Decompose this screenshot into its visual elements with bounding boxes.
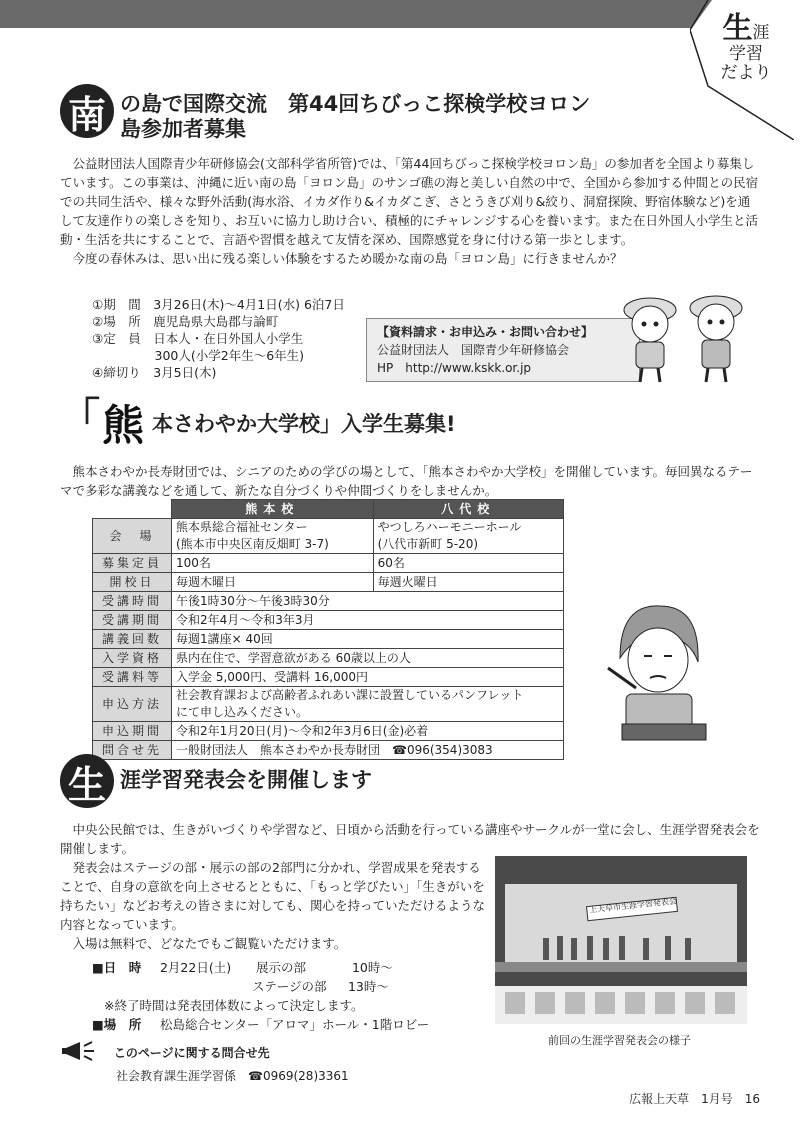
venue-name: やつしろハーモニーホール (377, 520, 522, 534)
cell: 一般財団法人 熊本さわやか長寿財団 ☎096(354)3083 (172, 741, 564, 760)
venue-name: 熊本県総合福祉センター (176, 520, 308, 534)
title-line1: の島で国際交流 第44回ちびっこ探検学校ヨロン (120, 92, 591, 116)
corner-label (706, 12, 786, 82)
cell: 入学金 5,000円、受講料 16,000円 (172, 668, 564, 687)
contact-title: このページに関する問合せ先 (113, 1046, 270, 1060)
table-row (93, 592, 564, 611)
megaphone-icon (62, 1040, 102, 1067)
row-label: 開校日 (93, 573, 172, 592)
heading-initial: 生 (60, 754, 114, 808)
cell: 毎週1講座× 40回 (172, 630, 564, 649)
corner-line2: 学習 (729, 44, 763, 64)
part-time: 13時～ (347, 979, 389, 994)
venue-address: (八代市新町 5-20) (377, 537, 479, 551)
page-footer: 広報上天草 1月号 16 (629, 1092, 760, 1106)
place-label: ■場 所 (92, 1017, 142, 1032)
event-photo (495, 856, 747, 1024)
detail-item: ②場 所 鹿児島県大島郡与論町 (92, 314, 279, 329)
section-heading (60, 84, 760, 142)
body-paragraph: 入場は無料で、どなたでもご観覧いただけます。 (72, 936, 347, 951)
children-explorers-illustration (610, 288, 758, 384)
col-yatsushiro: 八代校 (373, 500, 563, 519)
row-label: 問合せ先 (93, 741, 172, 760)
heading-title (120, 92, 590, 142)
row-label: 講義回数 (93, 630, 172, 649)
table-row (93, 630, 564, 649)
row-label: 募集定員 (93, 554, 172, 573)
cell: 毎週木曜日 (172, 573, 374, 592)
heading-initial: 熊 (100, 398, 146, 448)
title-line2: 島参加者募集 (120, 117, 246, 142)
table-header-row (93, 500, 564, 519)
event-schedule (92, 958, 429, 1034)
heading-initial: 南 (60, 84, 114, 138)
row-label: 申込期間 (93, 722, 172, 741)
row-label: 会 場 (93, 519, 172, 554)
section-lifelong-learning (60, 754, 760, 808)
place-value: 松島総合センター「アロマ」ホール・1階ロビー (159, 1017, 430, 1032)
heading-title: 涯学習発表会を開催します (120, 768, 372, 792)
col-kumamoto: 熊本校 (172, 500, 374, 519)
box-url[interactable]: HP http://www.kskk.or.jp (377, 361, 532, 375)
section-sawayaka (60, 395, 760, 450)
table-row (93, 687, 564, 722)
event-details (92, 296, 392, 381)
section-yoron (60, 84, 760, 142)
schedule-note: ※終了時間は発表団体数によって決定します。 (104, 998, 364, 1013)
cell: 60名 (373, 554, 563, 573)
photo-caption: 前回の生涯学習発表会の様子 (548, 1034, 691, 1047)
row-label: 受講期間 (93, 611, 172, 630)
photo-banner-text: 上天草市生涯学習発表会 (588, 896, 678, 915)
body-paragraph: 熊本さわやか長寿財団では、シニアのための学びの場として、「熊本さわやか大学校」を開催しています。毎回異なるテーマで多彩な講義などを通して、新たな自分づくりや仲間づくりをしませんか。 (60, 464, 753, 498)
cell: 毎週火曜日 (373, 573, 563, 592)
corner-line3: だより (720, 62, 772, 83)
table-row (93, 519, 564, 554)
body-paragraph: 今度の春休みは、思い出に残る楽しい体験をするため暖かな南の島「ヨロン島」に行きませんか？ (72, 251, 623, 266)
body-paragraph: 中央公民館では、生きがいづくりや学習など、日頃から活動を行っている講座やサークルが一堂に会し、生涯学習発表会を開催します。 (60, 822, 760, 856)
heading-bracket: 「 (60, 395, 100, 441)
part-name: 展示の部 (255, 960, 306, 975)
table-row (93, 722, 564, 741)
cell: 県内在住で、学習意欲がある 60歳以上の人 (172, 649, 564, 668)
corner-line1: 生 (722, 11, 753, 46)
cell: 令和2年1月20日(月)～令和2年3月6日(金)必着 (172, 722, 564, 741)
heading-title: 本さわやか大学校」入学生募集! (152, 412, 456, 436)
table-row (93, 554, 564, 573)
date-label: ■日 時 (92, 960, 142, 975)
table-row (93, 611, 564, 630)
contact-line: 社会教育課生涯学習係 ☎0969(28)3361 (116, 1069, 349, 1083)
header-bar (0, 0, 740, 28)
cell: 社会教育課および高齢者ふれあい課に設置しているパンフレット (176, 688, 524, 702)
date-value: 2月22日(土) (159, 960, 232, 975)
detail-item: 300人(小学2年生～6年生) (92, 348, 305, 363)
row-label: 受講時間 (93, 592, 172, 611)
part-name: ステージの部 (251, 979, 327, 994)
row-label: 受講料等 (93, 668, 172, 687)
box-title: 【資料請求・お申込み・お問い合わせ】 (377, 325, 594, 339)
page-contact (62, 1040, 349, 1085)
detail-item: ①期 間 3月26日(木)～4月1日(水) 6泊7日 (92, 297, 345, 312)
table-row (93, 649, 564, 668)
body-paragraph: 発表会はステージの部・展示の部の2部門に分かれ、学習成果を発表することで、自身の意欲を向上させるとともに、「もっと学びたい」「生きがいを持ちたい」などお考えの皆さまに対しても、関心を持っていただけるような内容となっています。 (60, 860, 486, 932)
corner-line1b: 涯 (752, 23, 770, 43)
school-info-table (92, 499, 564, 760)
box-org: 公益財団法人 国際青少年研修協会 (377, 343, 570, 357)
teacher-illustration (600, 598, 712, 744)
detail-item: ④締切り 3月5日(木) (92, 365, 217, 380)
body-paragraph: 公益財団法人国際青少年研修協会(文部科学省所管)では、「第44回ちびっこ探検学校ヨロン島」の参加者を全国より募集しています。この事業は、沖縄に近い南の島「ヨロン島」のサンゴ礁の海と美しい自然の中で、全国から参加する仲間との民宿での共同生活や、様々な野外活動(海水浴、イカダ作り&イカダこぎ、さとうきび刈り&絞り、洞窟探険、野宿体験など)を通して友達作りの楽しさを知り、お互いに協力し助け合い、積極的にチャレンジする心を養います。また在日外国人小学生と活動・生活を共にすることで、言語や習慣を越えて友情を深め、国際感覚を身に付ける第一歩とします。 (60, 156, 759, 247)
row-label: 申込方法 (93, 687, 172, 722)
contact-info-box (366, 318, 640, 382)
table-row (93, 668, 564, 687)
cell: 100名 (172, 554, 374, 573)
part-time: 10時～ (351, 960, 393, 975)
cell: 令和2年4月～令和3年3月 (172, 611, 564, 630)
table-row (93, 573, 564, 592)
venue-address: (熊本市中央区南反畑町 3-7) (176, 537, 329, 551)
cell: 午後1時30分～午後3時30分 (172, 592, 564, 611)
detail-item: ③定 員 日本人・在日外国人小学生 (92, 331, 304, 346)
row-label: 入学資格 (93, 649, 172, 668)
cell: にて申し込みください。 (176, 705, 309, 719)
